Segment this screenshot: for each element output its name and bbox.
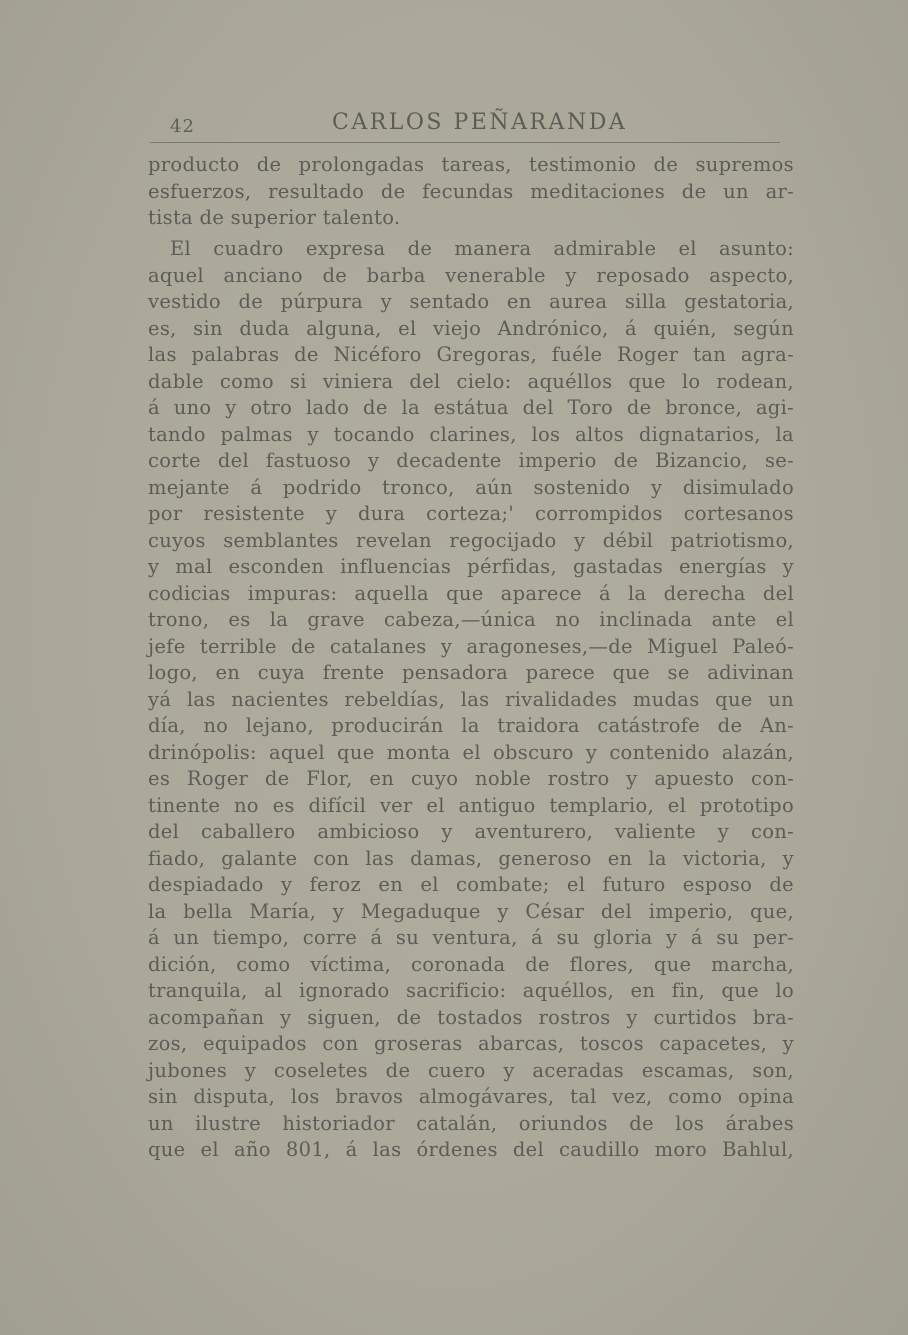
text-line: vestido de púrpura y sentado en aurea silla gestatoria, xyxy=(148,290,794,313)
text-line: yá las nacientes rebeldías, las rivalidades mudas que un xyxy=(148,687,794,711)
text-line: por resistente y dura corteza;' corrompidos cortesanos xyxy=(148,502,794,525)
text-line: producto de prolongadas tareas, testimonio de supremos xyxy=(148,153,794,176)
text-line: las palabras de Nicéforo Gregoras, fuéle Roger tan agra- xyxy=(148,343,794,366)
text-line: esfuerzos, resultado de fecundas meditaciones de un ar- xyxy=(148,179,794,203)
text-line: acompañan y siguen, de tostados rostros y curtidos bra- xyxy=(148,1005,794,1029)
text-line: zos, equipados con groseras abarcas, toscos capacetes, y xyxy=(148,1032,794,1055)
text-line: tando palmas y tocando clarines, los altos dignatarios, la xyxy=(148,422,794,446)
text-line: día, no lejano, producirán la traidora catástrofe de An- xyxy=(148,714,794,737)
text-line: es Roger de Flor, en cuyo noble rostro y apuesto con- xyxy=(148,767,794,790)
text-line: sin disputa, los bravos almogávares, tal vez, como opina xyxy=(148,1085,794,1108)
text-line: mejante á podrido tronco, aún sostenido y disimulado xyxy=(148,475,794,499)
page-header xyxy=(150,106,790,138)
header-rule xyxy=(150,142,780,143)
text-line: aquel anciano de barba venerable y reposado aspecto, xyxy=(148,263,794,287)
text-line: cuyos semblantes revelan regocijado y débil patriotismo, xyxy=(148,528,794,552)
text-line: trono, es la grave cabeza,—única no inclinada ante el xyxy=(148,608,794,631)
text-line: tranquila, al ignorado sacrificio: aquéllos, en fin, que lo xyxy=(148,979,794,1002)
text-line: á uno y otro lado de la estátua del Toro de bronce, agi- xyxy=(148,396,794,419)
text-line: fiado, galante con las damas, generoso en la victoria, y xyxy=(148,846,794,870)
text-line: un ilustre historiador catalán, oriundos de los árabes xyxy=(148,1111,794,1135)
text-line: es, sin duda alguna, el viejo Andrónico, á quién, según xyxy=(148,316,794,340)
text-line: corte del fastuoso y decadente imperio de Bizancio, se- xyxy=(148,449,794,472)
text-line: jefe terrible de catalanes y aragoneses,—de Miguel Paleó- xyxy=(148,634,794,658)
text-line: tinente no es difícil ver el antiguo templario, el prototipo xyxy=(148,793,794,817)
text-line: dable como si viniera del cielo: aquéllos que lo rodean, xyxy=(148,369,794,393)
text-line: del caballero ambicioso y aventurero, valiente y con- xyxy=(148,820,794,843)
text-line: logo, en cuya frente pensadora parece que se adivinan xyxy=(148,661,794,684)
text-line: El cuadro expresa de manera admirable el asunto: xyxy=(170,237,794,260)
text-line: y mal esconden influencias pérfidas, gastadas energías y xyxy=(148,555,794,578)
text-line: que el año 801, á las órdenes del caudillo moro Bahlul, xyxy=(148,1138,794,1161)
text-line: codicias impuras: aquella que aparece á la derecha del xyxy=(148,581,794,605)
text-line: drinópolis: aquel que monta el obscuro y contenido alazán, xyxy=(148,740,794,764)
page-number: 42 xyxy=(170,116,195,137)
text-line: tista de superior talento. xyxy=(148,206,401,229)
text-line: jubones y coseletes de cuero y aceradas escamas, son, xyxy=(148,1058,794,1082)
text-line: á un tiempo, corre á su ventura, á su gloria y á su per- xyxy=(148,926,794,949)
running-head: CARLOS PEÑARANDA xyxy=(332,110,628,135)
text-line: dición, como víctima, coronada de flores, que marcha, xyxy=(148,952,794,976)
text-line: despiadado y feroz en el combate; el futuro esposo de xyxy=(148,873,794,896)
text-line: la bella María, y Megaduque y César del imperio, que, xyxy=(148,899,794,923)
